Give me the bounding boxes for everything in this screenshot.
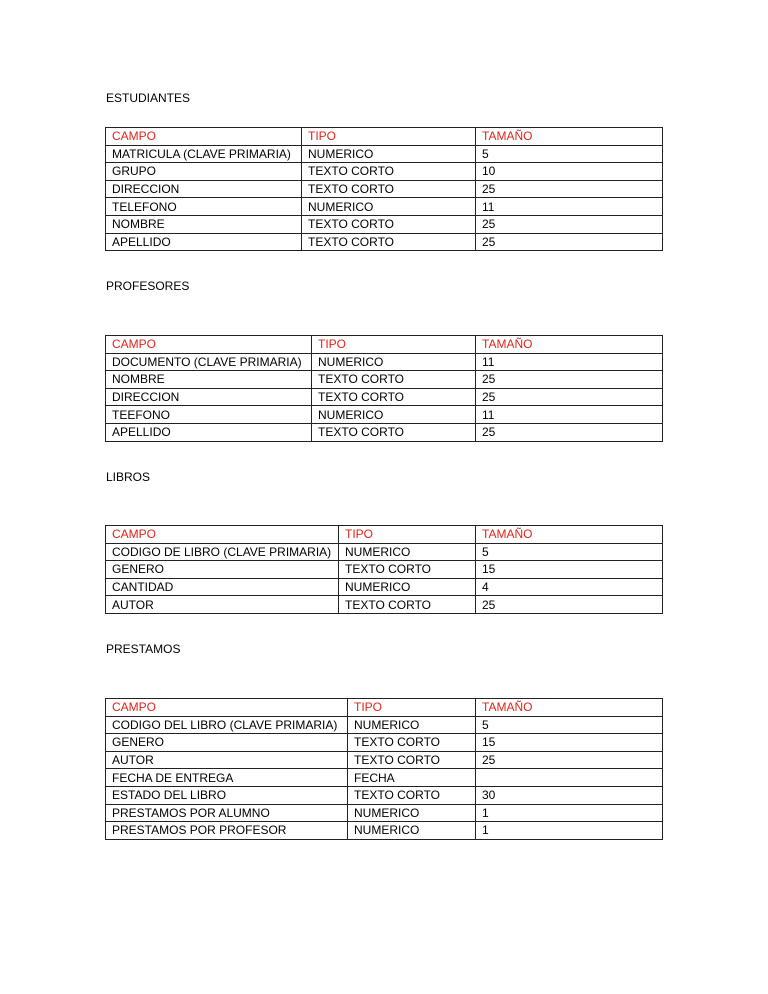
header-tamano: TAMAÑO: [476, 526, 663, 544]
cell-tamano: 11: [476, 198, 663, 216]
table-row: [106, 804, 663, 822]
cell-campo: TELEFONO: [106, 198, 302, 216]
table-row: [106, 769, 663, 787]
table-header-row: [106, 699, 663, 717]
table-header-row: [106, 128, 663, 146]
cell-campo: GENERO: [106, 734, 348, 752]
cell-tipo: TEXTO CORTO: [302, 180, 476, 198]
header-campo: CAMPO: [106, 336, 312, 354]
cell-tamano: 11: [476, 353, 663, 371]
table-profesores: [105, 335, 663, 442]
table-row: [106, 145, 663, 163]
cell-campo: DIRECCION: [106, 180, 302, 198]
header-campo: CAMPO: [106, 699, 348, 717]
section-title-prestamos: PRESTAMOS: [106, 642, 181, 656]
cell-tipo: TEXTO CORTO: [348, 751, 476, 769]
cell-tamano: 10: [476, 163, 663, 181]
cell-campo: PRESTAMOS POR PROFESOR: [106, 822, 348, 840]
cell-tipo: TEXTO CORTO: [302, 163, 476, 181]
cell-tamano: 25: [476, 423, 663, 441]
table-row: [106, 423, 663, 441]
cell-campo: NOMBRE: [106, 215, 302, 233]
cell-campo: FECHA DE ENTREGA: [106, 769, 348, 787]
table-header-row: [106, 336, 663, 354]
cell-campo: AUTOR: [106, 751, 348, 769]
section-title-libros: LIBROS: [106, 470, 151, 484]
header-tamano: TAMAÑO: [476, 699, 663, 717]
table-row: [106, 786, 663, 804]
cell-campo: CODIGO DEL LIBRO (CLAVE PRIMARIA): [106, 716, 348, 734]
table-row: [106, 406, 663, 424]
table-row: [106, 596, 663, 614]
cell-campo: APELLIDO: [106, 233, 302, 251]
cell-tipo: NUMERICO: [312, 353, 476, 371]
table-row: [106, 180, 663, 198]
cell-tipo: NUMERICO: [348, 822, 476, 840]
cell-tamano: 25: [476, 215, 663, 233]
header-tamano: TAMAÑO: [476, 128, 663, 146]
cell-tipo: NUMERICO: [348, 804, 476, 822]
cell-tamano: 25: [476, 180, 663, 198]
cell-tipo: NUMERICO: [302, 145, 476, 163]
table-row: [106, 751, 663, 769]
cell-tipo: TEXTO CORTO: [302, 215, 476, 233]
cell-campo: APELLIDO: [106, 423, 312, 441]
table-row: [106, 543, 663, 561]
cell-campo: DOCUMENTO (CLAVE PRIMARIA): [106, 353, 312, 371]
cell-campo: GRUPO: [106, 163, 302, 181]
cell-tamano: 30: [476, 786, 663, 804]
table-row: [106, 561, 663, 579]
cell-tipo: NUMERICO: [339, 578, 476, 596]
cell-campo: NOMBRE: [106, 371, 312, 389]
cell-tipo: NUMERICO: [348, 716, 476, 734]
cell-tipo: TEXTO CORTO: [302, 233, 476, 251]
cell-tamano: 15: [476, 561, 663, 579]
cell-tamano: 5: [476, 716, 663, 734]
section-title-estudiantes: ESTUDIANTES: [106, 91, 191, 105]
cell-campo: TEEFONO: [106, 406, 312, 424]
cell-campo: ESTADO DEL LIBRO: [106, 786, 348, 804]
cell-tipo: TEXTO CORTO: [312, 388, 476, 406]
header-tamano: TAMAÑO: [476, 336, 663, 354]
cell-tamano: 15: [476, 734, 663, 752]
cell-tipo: TEXTO CORTO: [339, 561, 476, 579]
cell-tamano: 5: [476, 145, 663, 163]
cell-tamano: 4: [476, 578, 663, 596]
section-title-profesores: PROFESORES: [106, 279, 190, 293]
header-tipo: TIPO: [302, 128, 476, 146]
cell-campo: CANTIDAD: [106, 578, 339, 596]
cell-tamano: [476, 769, 663, 787]
cell-campo: GENERO: [106, 561, 339, 579]
header-tipo: TIPO: [312, 336, 476, 354]
header-campo: CAMPO: [106, 128, 302, 146]
table-row: [106, 716, 663, 734]
table-row: [106, 822, 663, 840]
cell-campo: MATRICULA (CLAVE PRIMARIA): [106, 145, 302, 163]
cell-campo: CODIGO DE LIBRO (CLAVE PRIMARIA): [106, 543, 339, 561]
table-row: [106, 353, 663, 371]
header-tipo: TIPO: [339, 526, 476, 544]
cell-campo: PRESTAMOS POR ALUMNO: [106, 804, 348, 822]
cell-tamano: 11: [476, 406, 663, 424]
cell-tipo: TEXTO CORTO: [348, 786, 476, 804]
cell-tipo: NUMERICO: [339, 543, 476, 561]
header-tipo: TIPO: [348, 699, 476, 717]
cell-tipo: TEXTO CORTO: [348, 734, 476, 752]
table-row: [106, 371, 663, 389]
table-row: [106, 198, 663, 216]
cell-campo: AUTOR: [106, 596, 339, 614]
cell-tamano: 25: [476, 388, 663, 406]
table-row: [106, 388, 663, 406]
cell-tamano: 5: [476, 543, 663, 561]
cell-tamano: 1: [476, 804, 663, 822]
cell-tipo: TEXTO CORTO: [312, 371, 476, 389]
cell-tipo: NUMERICO: [312, 406, 476, 424]
header-campo: CAMPO: [106, 526, 339, 544]
cell-tamano: 1: [476, 822, 663, 840]
cell-tamano: 25: [476, 371, 663, 389]
table-header-row: [106, 526, 663, 544]
table-libros: [105, 525, 663, 614]
cell-tamano: 25: [476, 596, 663, 614]
cell-campo: DIRECCION: [106, 388, 312, 406]
cell-tamano: 25: [476, 751, 663, 769]
cell-tamano: 25: [476, 233, 663, 251]
table-row: [106, 215, 663, 233]
table-row: [106, 233, 663, 251]
table-prestamos: [105, 698, 663, 840]
table-row: [106, 163, 663, 181]
cell-tipo: NUMERICO: [302, 198, 476, 216]
cell-tipo: FECHA: [348, 769, 476, 787]
cell-tipo: TEXTO CORTO: [312, 423, 476, 441]
table-row: [106, 578, 663, 596]
cell-tipo: TEXTO CORTO: [339, 596, 476, 614]
table-estudiantes: [105, 127, 663, 251]
table-row: [106, 734, 663, 752]
